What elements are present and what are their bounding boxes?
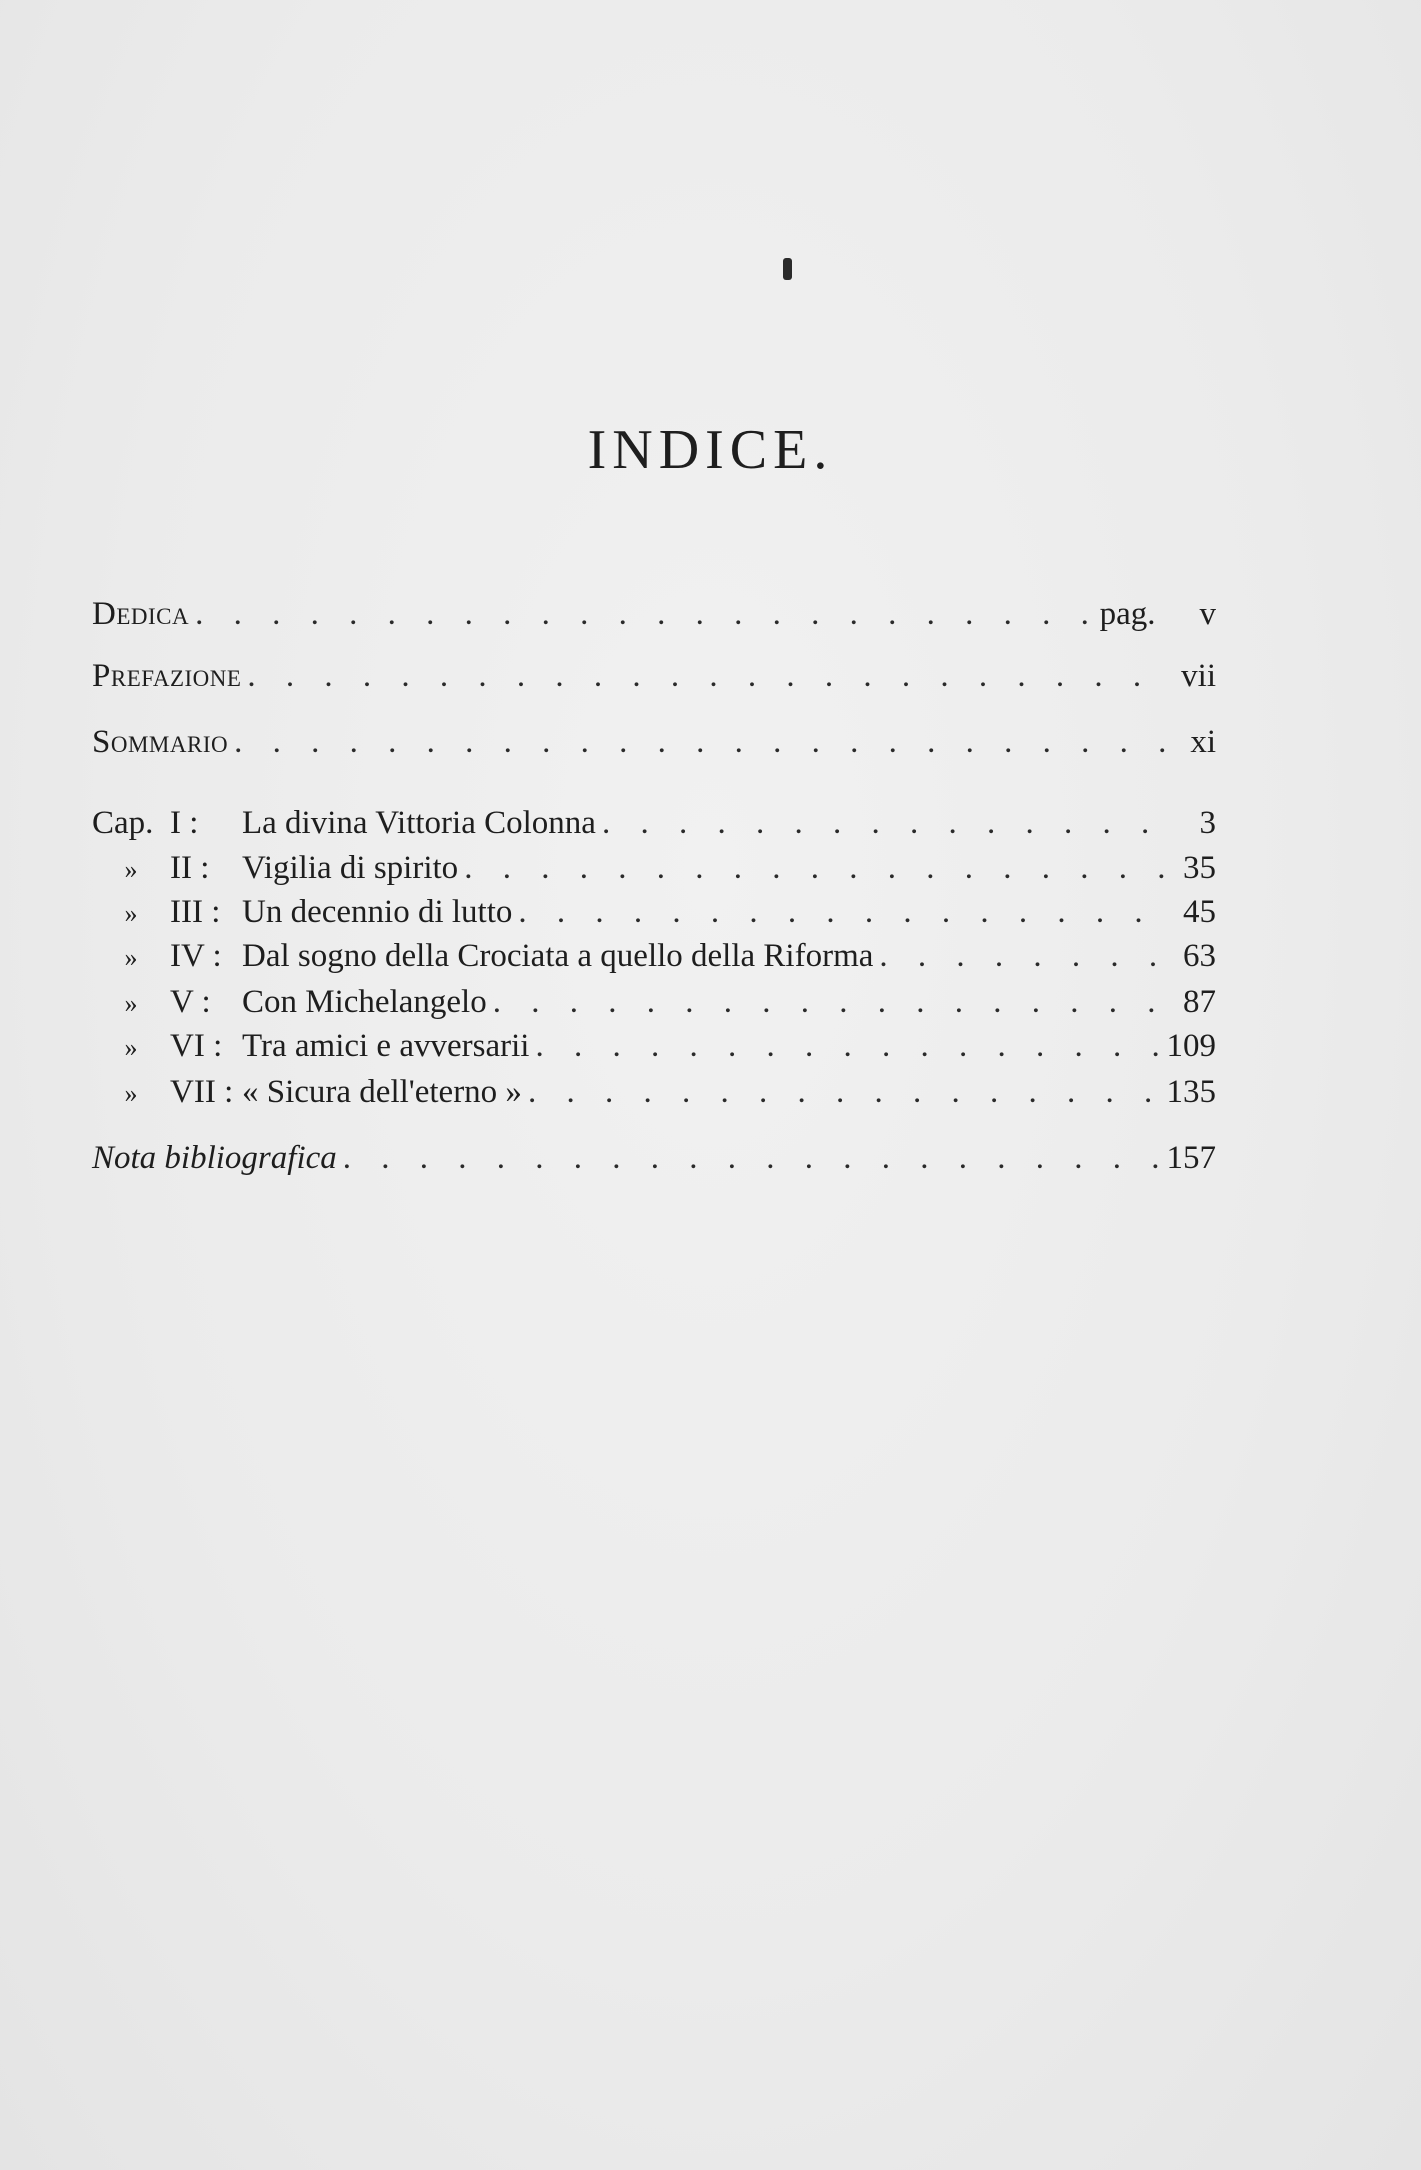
toc-entry-label: Nota bibliografica [92, 1140, 337, 1176]
chapter-numeral: V [170, 984, 194, 1020]
toc-chapter-7 [92, 1068, 1216, 1116]
chapter-title: Vigilia di spirito [242, 850, 459, 886]
toc-chapter-1 [92, 799, 1216, 847]
toc-page-number: 45 [1183, 894, 1216, 930]
toc-page-number: 157 [1166, 1140, 1216, 1176]
chapter-lead: Cap. [92, 805, 154, 841]
dot-leader [337, 1134, 1159, 1182]
chapter-title: La divina Vittoria Colonna [242, 805, 596, 841]
dot-leader [487, 978, 1168, 1026]
chapter-heading [92, 799, 596, 847]
toc-chapter-2 [92, 844, 1216, 892]
chapter-title: Dal sogno della Crociata a quello della Riforma [242, 938, 874, 974]
chapter-numeral: III [170, 894, 203, 930]
chapter-heading [92, 888, 512, 938]
ditto-mark: » [124, 943, 138, 972]
ink-mark [783, 258, 792, 280]
toc-chapter-6 [92, 1022, 1216, 1070]
chapter-number: II : [170, 850, 210, 886]
dot-leader [241, 652, 1168, 700]
dot-leader [512, 888, 1168, 936]
dot-leader [596, 799, 1168, 847]
chapter-number: I : [170, 805, 199, 841]
toc-entry-label: Prefazione [92, 658, 242, 694]
chapter-number: V : [170, 984, 211, 1020]
toc-entry-nota-bibliografica [92, 1134, 1216, 1182]
toc-chapter-4 [92, 932, 1216, 980]
chapter-number: VI : [170, 1028, 223, 1064]
chapter-numeral: I [170, 805, 181, 841]
toc-entry-prefazione [92, 652, 1216, 700]
chapter-heading [92, 1068, 522, 1118]
ditto-mark: » [124, 989, 138, 1018]
toc-page-number: 3 [1199, 805, 1216, 841]
chapter-title: Tra amici e avversarii [242, 1028, 530, 1064]
chapter-heading [92, 932, 873, 982]
toc-page-number: 35 [1183, 850, 1216, 886]
toc-page-number [1092, 590, 1216, 638]
chapter-number: VII : [170, 1074, 234, 1110]
toc-page-number: vii [1181, 658, 1216, 694]
toc-page-number: 63 [1183, 938, 1216, 974]
chapter-heading [92, 978, 487, 1028]
toc-entry-sommario [92, 718, 1216, 766]
chapter-title: Con Michelangelo [242, 984, 487, 1020]
toc-entry-label: Dedica [92, 596, 190, 632]
toc-entry-dedica [92, 590, 1216, 638]
chapter-numeral: IV [170, 938, 205, 974]
toc-entry-label: Sommario [92, 724, 229, 760]
chapter-numeral: VII [170, 1074, 216, 1110]
dot-leader [529, 1022, 1158, 1070]
dot-leader [189, 590, 1091, 638]
chapter-heading [92, 844, 458, 894]
dot-leader [228, 718, 1168, 766]
ditto-mark: » [124, 855, 138, 884]
dot-leader [522, 1068, 1159, 1116]
toc-page-number: xi [1190, 724, 1216, 760]
chapter-numeral: II [170, 850, 192, 886]
page-number-value: v [1199, 596, 1216, 632]
ditto-mark: » [124, 1079, 138, 1108]
chapter-title: Un decennio di lutto [242, 894, 513, 930]
chapter-title: « Sicura dell'eterno » [242, 1074, 522, 1110]
ditto-mark: » [124, 899, 138, 928]
chapter-number: IV : [170, 938, 222, 974]
chapter-heading [92, 1022, 529, 1072]
ditto-mark: » [124, 1033, 138, 1062]
dot-leader [873, 932, 1168, 980]
page-title: INDICE. [587, 419, 834, 481]
chapter-number: III : [170, 894, 221, 930]
dot-leader [458, 844, 1168, 892]
chapter-numeral: VI [170, 1028, 205, 1064]
toc-chapter-3 [92, 888, 1216, 936]
toc-page-number: 135 [1166, 1074, 1216, 1110]
toc-chapter-5 [92, 978, 1216, 1026]
toc-page-number: 109 [1166, 1028, 1216, 1064]
toc-page-number: 87 [1183, 984, 1216, 1020]
pag-prefix: pag. [1099, 596, 1156, 632]
